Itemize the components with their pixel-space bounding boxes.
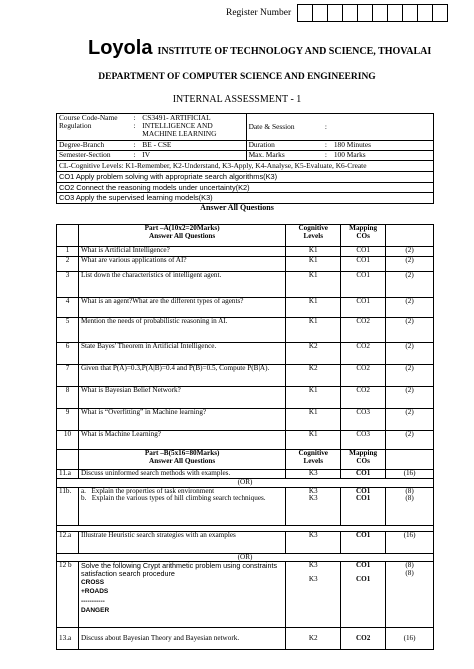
question-text: Discuss about Bayesian Theory and Bayesian network. [78, 628, 285, 650]
question-text: What is Artificial Intelligence? [78, 247, 285, 257]
or-separator: (OR) [57, 553, 434, 562]
question-level: K1 [286, 272, 341, 298]
question-text: What are various applications of AI? [78, 257, 285, 272]
sub-question-marks: (8) [405, 494, 414, 503]
question-marks: (16) [386, 628, 434, 650]
question-number: 7 [57, 365, 79, 387]
semester-value: IV [140, 151, 246, 161]
question-co: CO1 [341, 272, 386, 298]
question-marks: (2) [386, 298, 434, 318]
register-box[interactable] [433, 4, 448, 22]
question-text: List down the characteristics of intelligent agent. [78, 272, 285, 298]
question-level: K3 [286, 470, 341, 479]
question-level: K2 [286, 628, 341, 650]
question-marks [386, 562, 434, 628]
answer-all-heading: Answer All Questions [200, 203, 274, 212]
question-marks [386, 487, 434, 525]
register-box[interactable] [297, 4, 313, 22]
sub-question-text: Explain the properties of task environment [91, 486, 215, 495]
question-co: CO1 [341, 298, 386, 318]
course-label: Course Code-Name Regulation [57, 114, 132, 141]
degree-label: Degree-Branch [57, 141, 132, 151]
table-row [57, 365, 434, 387]
duration-colon: : [323, 141, 332, 151]
question-marks: (2) [386, 365, 434, 387]
part-a-levels-header: Cognitive Levels [286, 225, 341, 247]
question-marks: (16) [386, 531, 434, 553]
question-level: K1 [286, 387, 341, 409]
question-level [286, 562, 341, 628]
sub-question-level: K3 [308, 561, 318, 570]
register-box[interactable] [328, 4, 343, 22]
table-row [57, 487, 434, 525]
degree-value: BE - CSE [140, 141, 246, 151]
register-box[interactable] [313, 4, 328, 22]
question-marks: (2) [386, 318, 434, 343]
register-box[interactable] [358, 4, 373, 22]
assessment-title: INTERNAL ASSESSMENT - 1 [172, 94, 302, 105]
course-outcome-co2: CO2 Connect the reasoning models under uncertainty(K2) [57, 182, 434, 193]
question-level: K2 [286, 365, 341, 387]
question-co [341, 487, 386, 525]
question-number: 5 [57, 318, 79, 343]
department-title: DEPARTMENT OF COMPUTER SCIENCE AND ENGINEERING [98, 72, 376, 82]
question-co: CO1 [341, 470, 386, 479]
question-number: 11.a [57, 470, 79, 479]
question-number: 1 [57, 247, 79, 257]
question-text: Illustrate Heuristic search strategies with an examples [78, 531, 285, 553]
question-text: Given that P(A)=0.3,P(A|B)=0.4 and P(B)=0.5, Compute P(B|A). [78, 365, 285, 387]
sub-question-level: K3 [308, 574, 318, 583]
register-box[interactable] [343, 4, 358, 22]
question-text: What is Bayesian Belief Network? [78, 387, 285, 409]
register-box[interactable] [418, 4, 433, 22]
question-text: State Bayes' Theorem in Artificial Intelligence. [78, 343, 285, 365]
question-text: Discuss uninformed search methods with examples. [78, 470, 285, 479]
institute-heading [88, 37, 431, 60]
marks-label: Max. Marks [246, 151, 323, 161]
institute-logo: Loyola [88, 37, 153, 59]
register-box[interactable] [403, 4, 418, 22]
marks-colon: : [323, 151, 332, 161]
question-co: CO1 [341, 531, 386, 553]
table-row [57, 298, 434, 318]
sub-question-label: a. [80, 486, 86, 495]
degree-colon: : [131, 141, 140, 151]
question-number: 6 [57, 343, 79, 365]
table-row [57, 318, 434, 343]
question-co: CO2 [341, 628, 386, 650]
course-value: CS3491- ARTIFICIAL INTELLIGENCE AND MACHINE LEARNING [140, 114, 246, 141]
part-a-cos-header: Mapping COs [341, 225, 386, 247]
question-co: CO3 [341, 409, 386, 431]
table-row [57, 628, 434, 650]
question-co: CO2 [341, 343, 386, 365]
register-boxes[interactable] [297, 4, 448, 22]
table-row [57, 272, 434, 298]
part-b-title: Part –B(5x16=80Marks) [144, 449, 220, 457]
institute-name: INSTITUTE OF TECHNOLOGY AND SCIENCE, THOVALAI [157, 46, 432, 57]
part-b-header [78, 450, 285, 470]
part-b-cos-header: Mapping COs [341, 450, 386, 470]
puzzle-line: DANGER [80, 606, 110, 614]
date-label: Date & Session [246, 114, 323, 141]
semester-label: Semester-Section [57, 151, 132, 161]
register-box[interactable] [373, 4, 388, 22]
sub-question-level: K3 [308, 494, 318, 503]
question-text: What is “Overfitting” in Machine learning? [78, 409, 285, 431]
question-level: K3 [286, 531, 341, 553]
question-co: CO1 [341, 257, 386, 272]
question-marks: (2) [386, 247, 434, 257]
sub-question-level: K3 [308, 486, 318, 495]
semester-colon: : [131, 151, 140, 161]
crypt-puzzle [81, 579, 283, 614]
duration-label: Duration [246, 141, 323, 151]
question-marks: (2) [386, 387, 434, 409]
question-number: 3 [57, 272, 79, 298]
duration-value: 180 Minutes [332, 141, 434, 151]
question-number: 12.a [57, 531, 79, 553]
register-box[interactable] [388, 4, 403, 22]
table-row [57, 247, 434, 257]
part-a-subtitle: Answer All Questions [149, 231, 216, 240]
sub-question-marks: (8) [405, 486, 414, 495]
table-row [57, 409, 434, 431]
puzzle-divider: ----------- [80, 597, 105, 605]
question-number: 9 [57, 409, 79, 431]
part-b-marks-header [386, 450, 434, 470]
sub-question-co: CO1 [355, 561, 371, 570]
question-marks: (2) [386, 431, 434, 450]
part-a-header [78, 225, 285, 247]
question-marks: (2) [386, 257, 434, 272]
sub-question-co: CO1 [355, 486, 371, 495]
register-number [226, 4, 448, 22]
question-level: K1 [286, 247, 341, 257]
cognitive-levels: CL-Cognitive Levels: K1-Remember, K2-Understand, K3-Apply, K4-Analyse, K5-Evaluate, K6-Create [57, 161, 434, 172]
table-row [57, 531, 434, 553]
question-level: K1 [286, 257, 341, 272]
question-text: What is Machine Learning? [78, 431, 285, 450]
register-label: Register Number [226, 8, 292, 18]
date-value [332, 114, 434, 141]
puzzle-line: +ROADS [80, 588, 109, 596]
question-marks: (16) [386, 470, 434, 479]
question-co: CO1 [341, 247, 386, 257]
question-number: 4 [57, 298, 79, 318]
part-b-levels-header: Cognitive Levels [286, 450, 341, 470]
table-row [57, 257, 434, 272]
question-number: 8 [57, 387, 79, 409]
question-marks: (2) [386, 272, 434, 298]
sub-question-text: Explain the various types of hill climbing search techniques. [91, 494, 266, 503]
part-a-marks-header [386, 225, 434, 247]
course-outcome-co1: CO1 Apply problem solving with appropriate search algorithms(K3) [57, 171, 434, 182]
question-co: CO2 [341, 318, 386, 343]
question-level: K2 [286, 343, 341, 365]
table-row [57, 387, 434, 409]
sub-question-co: CO1 [355, 574, 371, 583]
question-number: 12 b [57, 562, 79, 628]
question-text: Mention the needs of probabilistic reasoning in AI. [78, 318, 285, 343]
question-text [78, 487, 285, 525]
question-level: K1 [286, 298, 341, 318]
date-colon: : [323, 114, 332, 141]
part-b-subtitle: Answer All Questions [149, 456, 216, 465]
table-row [57, 343, 434, 365]
course-outcome-co3: CO3 Apply the supervised learning models(K3) [57, 193, 434, 204]
question-co: CO2 [341, 365, 386, 387]
question-marks: (2) [386, 343, 434, 365]
sub-question-marks: (8) [405, 561, 414, 570]
sub-question-co: CO1 [355, 494, 371, 503]
marks-value: 100 Marks [332, 151, 434, 161]
sub-question-label: b. [80, 494, 87, 503]
question-level: K1 [286, 431, 341, 450]
question-marks: (2) [386, 409, 434, 431]
part-a-blank [57, 225, 79, 247]
puzzle-line: CROSS [80, 579, 105, 587]
question-co: CO2 [341, 387, 386, 409]
part-b-blank [57, 450, 79, 470]
questions-table [56, 224, 434, 650]
course-info-table [56, 113, 434, 204]
question-number: 13.a [57, 628, 79, 650]
table-row [57, 562, 434, 628]
or-separator: (OR) [57, 479, 434, 488]
question-level [286, 487, 341, 525]
question-level: K1 [286, 318, 341, 343]
question-number: 2 [57, 257, 79, 272]
question-co [341, 562, 386, 628]
crypt-question-text: Solve the following Crypt arithmetic problem using constraints satisfaction search procedure [80, 561, 278, 578]
question-co: CO3 [341, 431, 386, 450]
part-a-title: Part –A(10x2=20Marks) [144, 224, 220, 232]
question-text [78, 562, 285, 628]
question-level: K1 [286, 409, 341, 431]
question-number: 11b. [57, 487, 79, 525]
course-colon: : : [131, 114, 140, 141]
question-text: What is an agent?What are the different types of agents? [78, 298, 285, 318]
sub-question-marks: (8) [405, 568, 414, 577]
table-row [57, 431, 434, 450]
question-number: 10 [57, 431, 79, 450]
